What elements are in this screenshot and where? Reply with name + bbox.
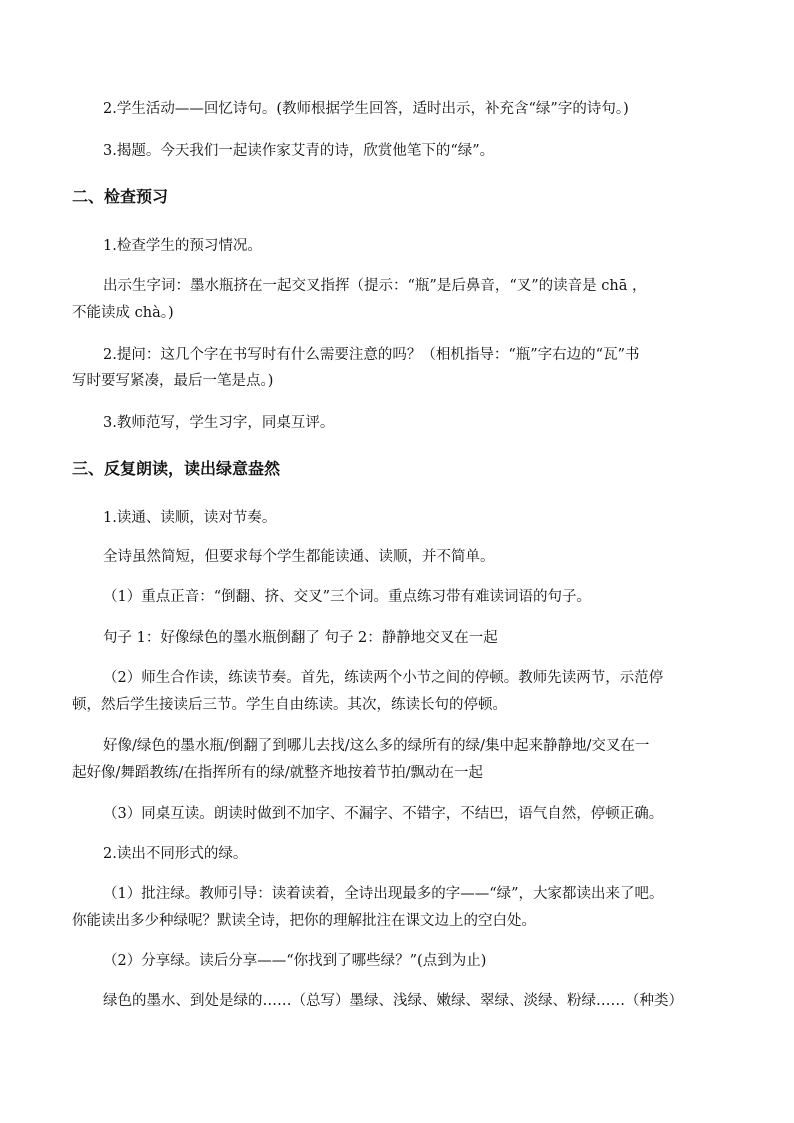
section-heading-repeated-reading: 三、反复朗读，读出绿意盎然 [72, 459, 281, 478]
paragraph-share-green: （2）分享绿。读后分享——“你找到了哪些绿？”(点到为止) [103, 953, 487, 969]
paragraph-pause-marks-line2: 起好像/舞蹈教练/在指挥所有的绿/就整齐地按着节拍/飘动在一起 [72, 765, 484, 781]
paragraph-cooperative-reading-line1: （2）师生合作读，练读节奏。首先，练读两个小节之间的停顿。教师先读两节，示范停 [103, 670, 664, 686]
paragraph-reveal-title: 3.揭题。今天我们一起读作家艾青的诗，欣赏他笔下的“绿”。 [103, 143, 495, 159]
paragraph-poem-short: 全诗虽然简短，但要求每个学生都能读通、读顺，并不简单。 [103, 549, 495, 565]
paragraph-check-preview: 1.检查学生的预习情况。 [103, 238, 262, 254]
paragraph-recall-poems: 2.学生活动——回忆诗句。(教师根据学生回答，适时出示，补充含“绿”字的诗句。) [103, 101, 629, 117]
paragraph-sentences: 句子 1：好像绿色的墨水瓶倒翻了 句子 2：静静地交叉在一起 [103, 630, 498, 646]
paragraph-writing-tips-line2: 写时要写紧凑，最后一笔是点。) [72, 373, 274, 389]
paragraph-new-words-line2: 不能读成 chà。) [72, 305, 174, 321]
paragraph-writing-tips-line1: 2.提问：这几个字在书写时有什么需要注意的吗？（相机指导：“瓶”字右边的“瓦”书 [103, 347, 640, 363]
paragraph-annotate-green-line2: 你能读出多少种绿呢？默读全诗，把你的理解批注在课文边上的空白处。 [72, 913, 536, 929]
paragraph-forms-of-green: 2.读出不同形式的绿。 [103, 846, 248, 862]
paragraph-cooperative-reading-line2: 顿，然后学生接读后三节。学生自由练读。其次，练读长句的停顿。 [72, 697, 507, 713]
paragraph-pronunciation: （1）重点正音：“倒翻、挤、交叉”三个词。重点练习带有难读词语的句子。 [103, 589, 592, 605]
paragraph-annotate-green-line1: （1）批注绿。教师引导：读着读着，全诗出现最多的字——“绿”，大家都读出来了吧。 [103, 886, 664, 902]
paragraph-pause-marks-line1: 好像/绿色的墨水瓶/倒翻了到哪儿去找/这么多的绿所有的绿/集中起来静静地/交叉在一 [103, 738, 650, 754]
paragraph-reading-rhythm: 1.读通、读顺，读对节奏。 [103, 510, 277, 526]
paragraph-peer-reading: （3）同桌互读。朗读时做到不加字、不漏字、不错字，不结巴，语气自然，停顿正确。 [103, 806, 664, 822]
section-heading-preview-check: 二、检查预习 [72, 187, 169, 206]
paragraph-model-writing: 3.教师范写，学生习字，同桌互评。 [103, 415, 335, 431]
paragraph-green-types: 绿色的墨水、到处是绿的……（总写）墨绿、浅绿、嫩绿、翠绿、淡绿、粉绿……（种类） [103, 993, 683, 1009]
paragraph-new-words-line1: 出示生字词：墨水瓶挤在一起交叉指挥（提示：“瓶”是后鼻音，“叉”的读音是 chā ， [103, 278, 647, 294]
